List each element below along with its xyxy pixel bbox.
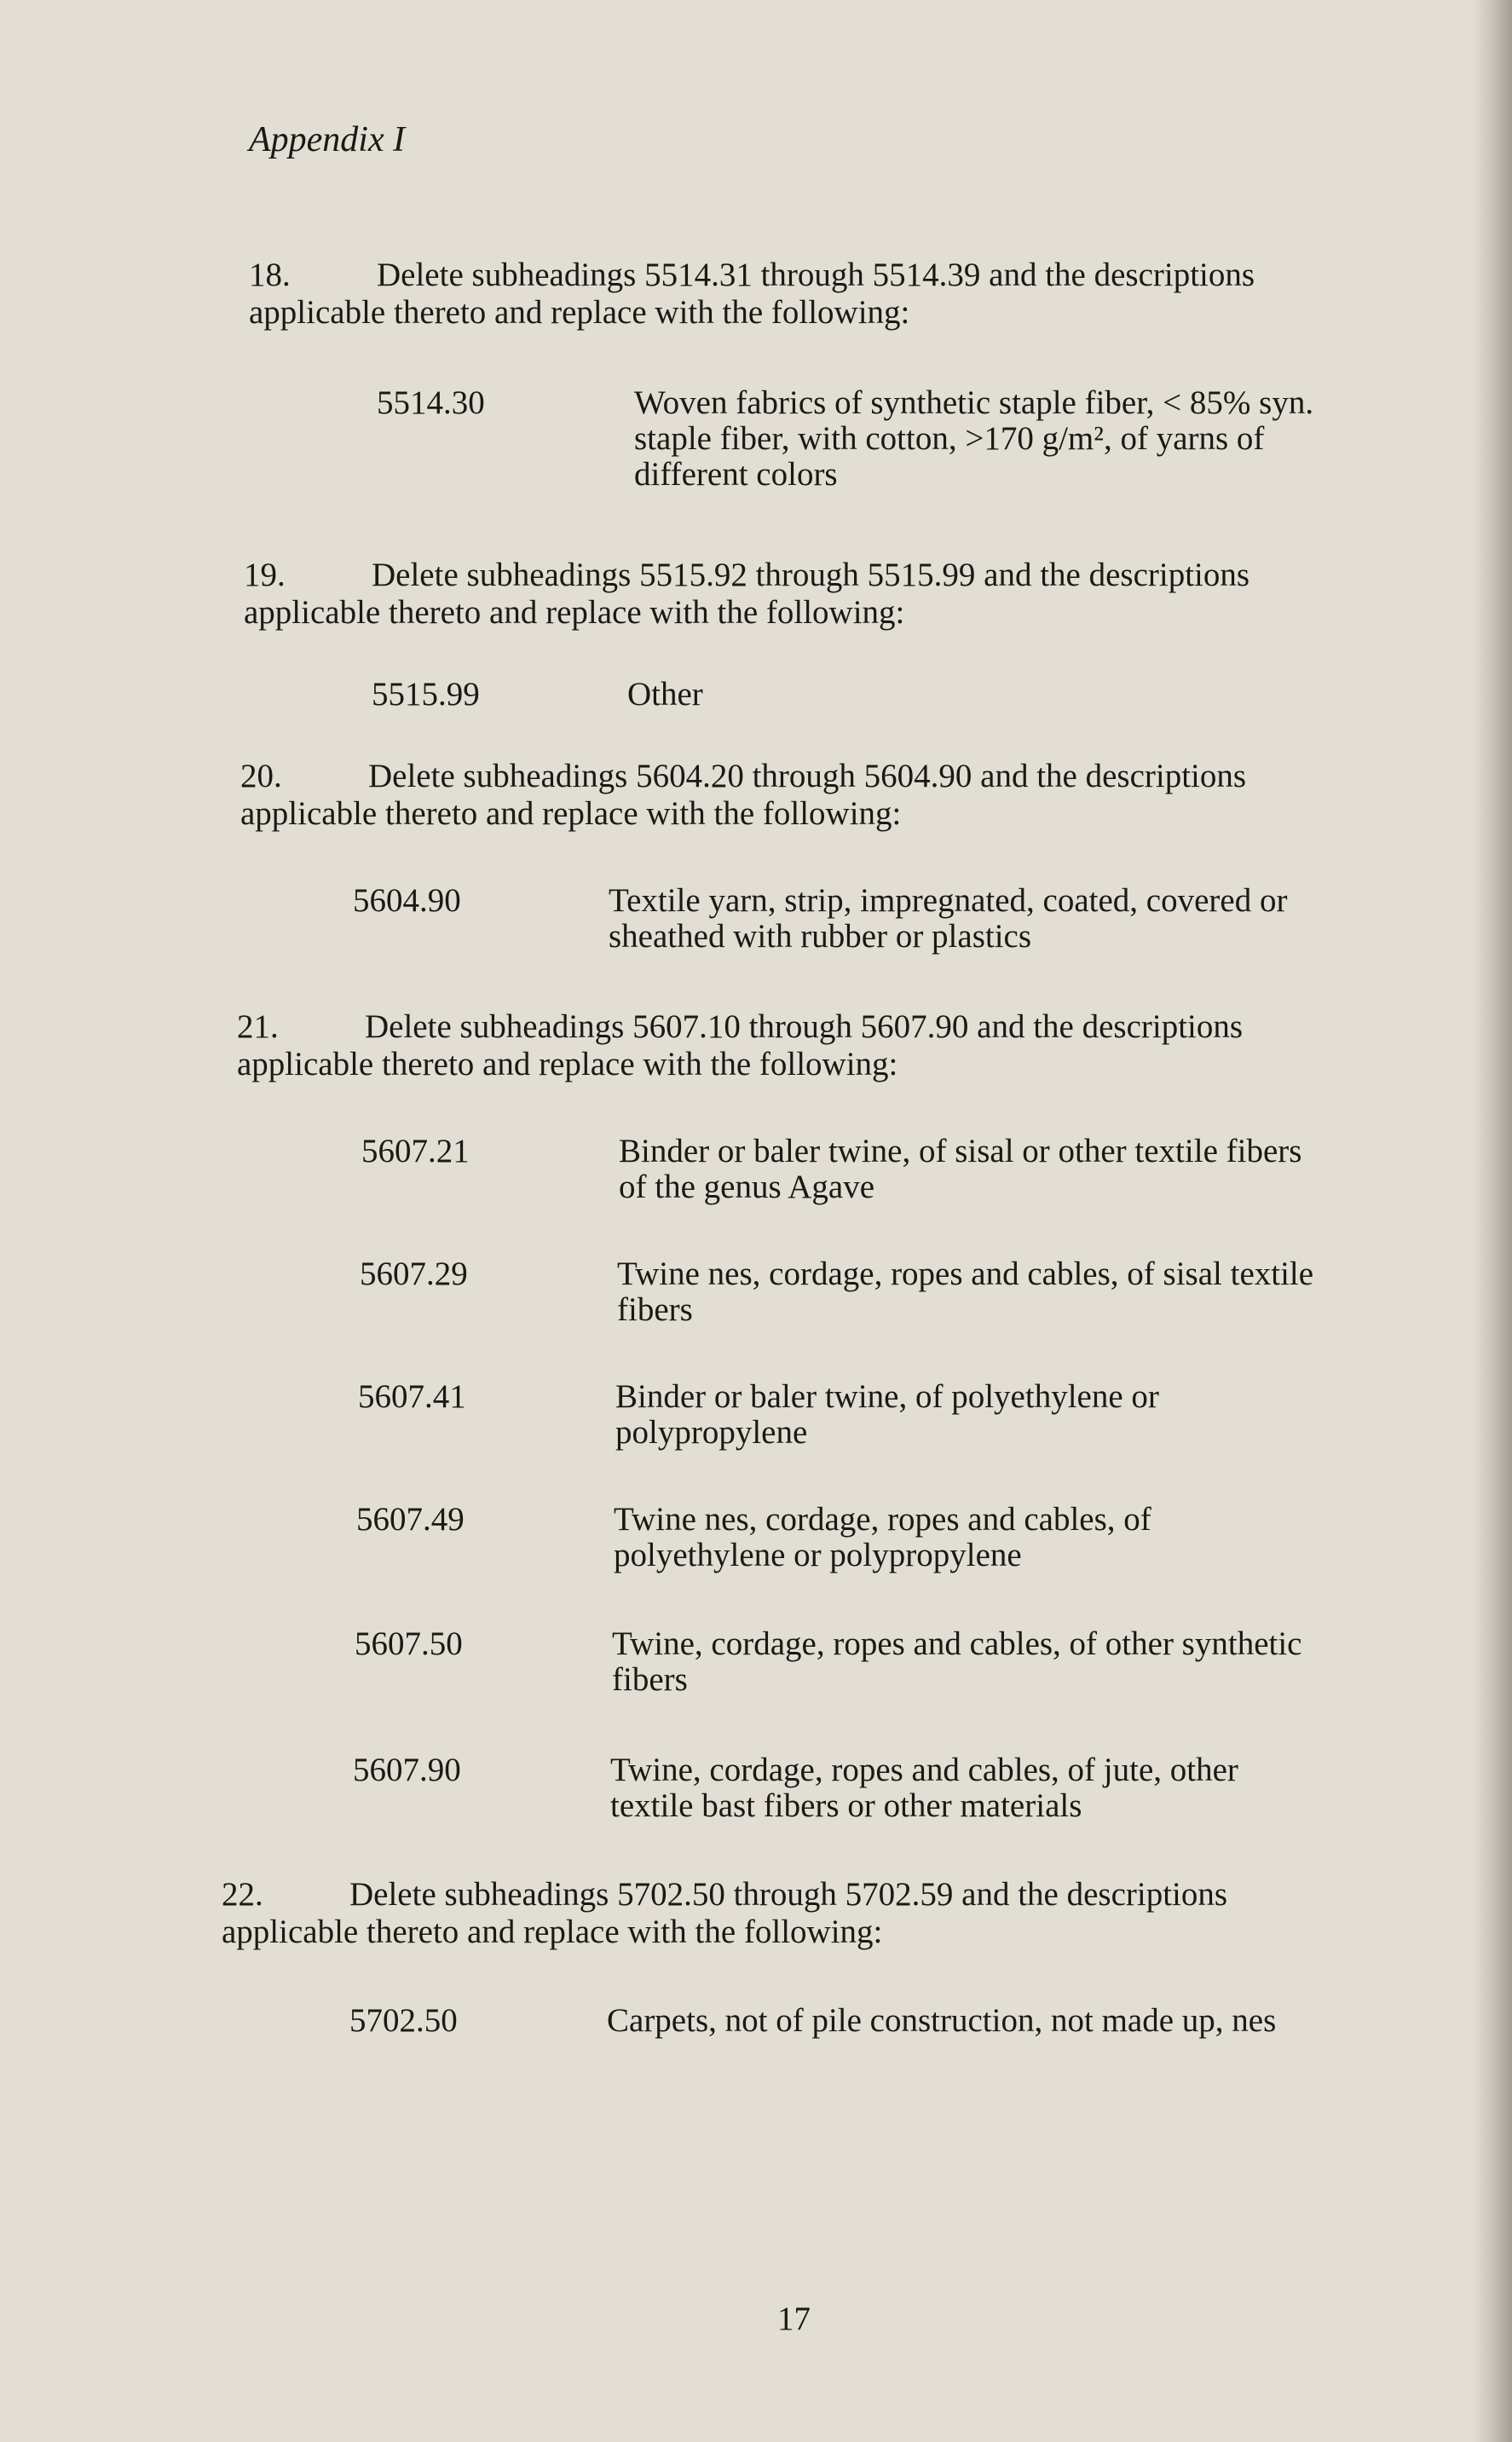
subheading-code: 5607.41 — [358, 1378, 466, 1415]
section-instruction-cont: applicable thereto and replace with the following: — [237, 1046, 898, 1082]
subheading-description: Carpets, not of pile construction, not made up, nes — [607, 2002, 1277, 2039]
subheading-code: 5607.49 — [356, 1501, 465, 1538]
subheading-description: Binder or baler twine, of sisal or other textile fibers of the genus Agave — [619, 1133, 1302, 1205]
section-instruction: Delete subheadings 5514.31 through 5514.39 and the descriptions — [377, 257, 1255, 293]
running-header: Appendix I — [249, 120, 406, 159]
subheading-code: 5515.99 — [372, 676, 480, 713]
section-instruction: Delete subheadings 5515.92 through 5515.99 and the descriptions — [372, 557, 1250, 593]
subheading-code: 5607.50 — [355, 1625, 463, 1662]
subheading-code: 5607.90 — [353, 1752, 461, 1788]
subheading-description: Binder or baler twine, of polyethylene or polypropylene — [615, 1378, 1159, 1451]
subheading-description: Twine nes, cordage, ropes and cables, of polyethylene or polypropylene — [614, 1501, 1151, 1573]
subheading-description: Twine, cordage, ropes and cables, of other synthetic fibers — [612, 1625, 1302, 1698]
section-instruction-cont: applicable thereto and replace with the following: — [244, 594, 905, 631]
page-number: 17 — [777, 2301, 811, 2337]
subheading-code: 5604.90 — [353, 882, 461, 919]
subheading-code: 5607.29 — [360, 1256, 468, 1292]
subheading-code: 5514.30 — [377, 384, 485, 421]
section-number: 18. — [249, 257, 291, 293]
section-instruction: Delete subheadings 5702.50 through 5702.59 and the descriptions — [349, 1876, 1228, 1913]
subheading-description: Twine, cordage, ropes and cables, of jute, other textile bast fibers or other materials — [610, 1752, 1238, 1824]
section-number: 22. — [222, 1876, 263, 1913]
section-instruction-cont: applicable thereto and replace with the following: — [249, 294, 910, 331]
subheading-description: Woven fabrics of synthetic staple fiber, < 85% syn. staple fiber, with cotton, >170 g/m², of yarns of different colors — [634, 384, 1314, 493]
page-edge-shadow — [1473, 0, 1512, 2442]
section-number: 19. — [244, 557, 286, 593]
subheading-description: Twine nes, cordage, ropes and cables, of sisal textile fibers — [617, 1256, 1314, 1328]
section-instruction-cont: applicable thereto and replace with the following: — [222, 1914, 883, 1950]
section-instruction: Delete subheadings 5604.20 through 5604.90 and the descriptions — [368, 758, 1247, 794]
section-number: 20. — [240, 758, 282, 794]
subheading-code: 5702.50 — [349, 2002, 458, 2039]
subheading-description: Other — [627, 676, 703, 713]
subheading-description: Textile yarn, strip, impregnated, coated, covered or sheathed with rubber or plastics — [609, 882, 1288, 955]
subheading-code: 5607.21 — [361, 1133, 470, 1169]
section-instruction-cont: applicable thereto and replace with the following: — [240, 795, 902, 832]
section-number: 21. — [237, 1008, 279, 1045]
section-instruction: Delete subheadings 5607.10 through 5607.90 and the descriptions — [365, 1008, 1244, 1045]
